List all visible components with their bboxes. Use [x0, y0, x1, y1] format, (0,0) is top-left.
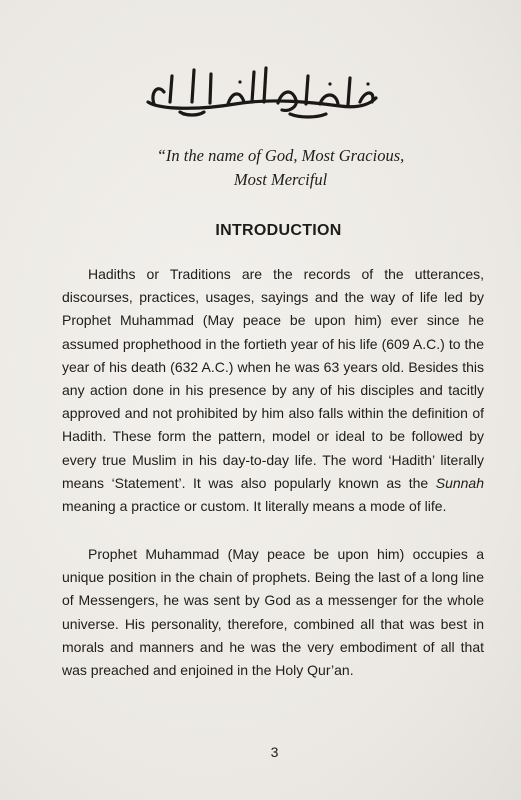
paragraph-1-text-a: Hadiths or Traditions are the records of the utterances, discourses, practices, usages, sayings and the way of life led by Prophet Muhammad (May peace be upon him) ever since he assumed prophethood in the fortieth year of his life (609 A.C.) to the year of his death (632 A.C.) when he was 63 years old. Besides this any action done in his presence by any of his disciples and tacitly approved and not prohibited by him also falls within the definition of Hadith. These form the pattern, model or ideal to be followed by every true Muslim in his day-to-day life. The word ‘Hadith’ literally means ‘Statement’. It was also popularly known as the — [62, 266, 484, 491]
basmala-translation — [20, 144, 521, 192]
section-heading: INTRODUCTION — [215, 222, 342, 239]
paragraph-2: Prophet Muhammad (May peace be upon him) occupies a unique position in the chain of prophets. Being the last of a long line of Messengers, he was sent by God as a messenger for the whole universe. His personality, therefore, combined all that was best in morals and manners and he was the very embodiment of all that was preached and enjoined in the Holy Qur’an. — [62, 546, 484, 679]
basmala-translation-line-1: “In the name of God, Most Gracious, — [156, 146, 405, 165]
paragraph-1-text-b: meaning a practice or custom. It literally means a mode of life. — [62, 498, 447, 515]
sunnah-term: Sunnah — [435, 474, 485, 491]
basmala-translation-line-2: Most Merciful — [233, 170, 328, 189]
page-number: 3 — [270, 744, 279, 760]
paragraph-1 — [62, 263, 484, 518]
basmala-calligraphy-icon — [140, 62, 385, 120]
